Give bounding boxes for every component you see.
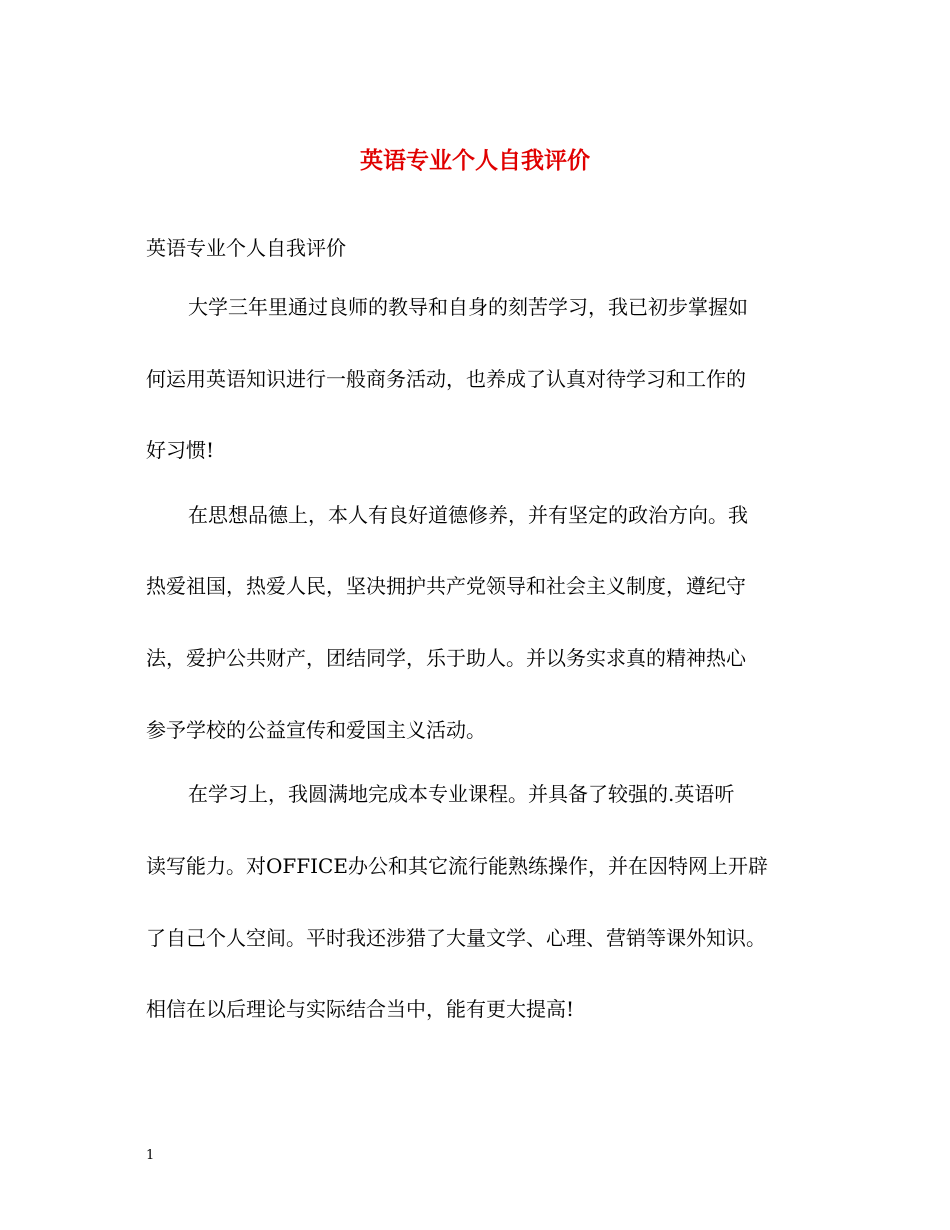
page-title: 英语专业个人自我评价 xyxy=(360,147,590,174)
document-subtitle: 英语专业个人自我评价 xyxy=(146,236,346,260)
paragraph-line: 读写能力。对OFFICE办公和其它流行能熟练操作，并在因特网上开辟 xyxy=(146,854,768,878)
paragraph-line: 参予学校的公益宣传和爱国主义活动。 xyxy=(146,718,486,742)
paragraph-line: 大学三年里通过良师的教导和自身的刻苦学习，我已初步掌握如 xyxy=(188,295,748,319)
paragraph-line: 相信在以后理论与实际结合当中，能有更大提高! xyxy=(146,997,575,1021)
paragraph-line: 何运用英语知识进行一般商务活动，也养成了认真对待学习和工作的 xyxy=(146,367,746,391)
paragraph-line: 了自己个人空间。平时我还涉猎了大量文学、心理、营销等课外知识。 xyxy=(146,926,766,950)
paragraph-line: 在思想品德上，本人有良好道德修养，并有坚定的政治方向。我 xyxy=(188,503,748,527)
paragraph-line: 法，爱护公共财产，团结同学，乐于助人。并以务实求真的精神热心 xyxy=(146,646,746,670)
paragraph-line: 好习惯! xyxy=(146,438,215,462)
paragraph-line: 热爱祖国，热爱人民，坚决拥护共产党领导和社会主义制度，遵纪守 xyxy=(146,574,746,598)
paragraph-line: 在学习上，我圆满地完成本专业课程。并具备了较强的.英语听 xyxy=(188,782,735,806)
page-number: 1 xyxy=(146,1148,155,1163)
